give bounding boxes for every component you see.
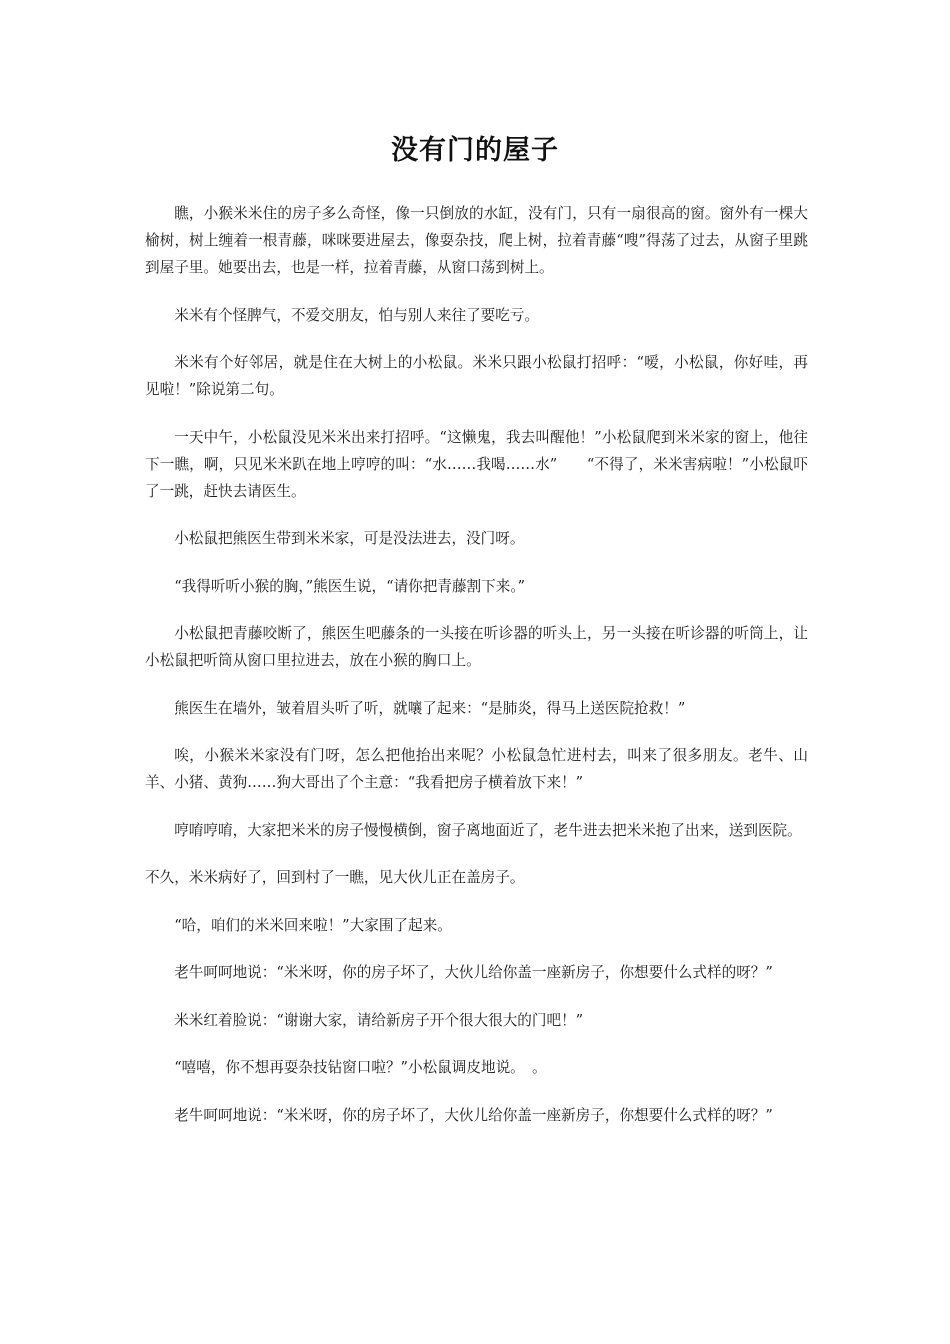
paragraph-14: 米米红着脸说：“谢谢大家，请给新房子开个很大很大的门吧！” [174,1011,584,1029]
paragraph-11: 不久，米米病好了，回到村了一瞧，见大伙儿正在盖房子。 [145,869,525,886]
paragraph-1: 瞧，小猴米米住的房子多么奇怪，像一只倒放的水缸，没有门，只有一扇很高的窗。窗外有一棵大榆树，树上缠着一根青藤，咪咪要进屋去，像耍杂技，爬上树，拉着青藤“嗖”得荡了过去，从窗子里跳到屋子里。她要出去，也是一样，拉着青藤，从窗口荡到树上。 [145,205,808,276]
paragraph-2: 米米有个怪脾气，不爱交朋友，怕与别人来往了要吃亏。 [174,306,540,324]
paragraph-9: 唉，小猴米米家没有门呀，怎么把他抬出来呢？小松鼠急忙进村去，叫来了很多朋友。老牛、山羊、小猪、黄狗……狗大哥出了个主意：“我看把房子横着放下来！” [145,747,808,791]
paragraph-10: 哼唷哼唷，大家把米米的房子慢慢横倒，窗子离地面近了，老牛进去把米米抱了出来，送到医院。 [174,821,802,839]
paragraph-5: 小松鼠把熊医生带到米米家，可是没法进去，没门呀。 [174,530,525,547]
paragraph-15: “嘻嘻，你不想再耍杂技钻窗口啦？”小松鼠调皮地说。 。 [174,1059,547,1076]
paragraph-4: 一天中午，小松鼠没见米米出来打招呼。“这懒鬼，我去叫醒他！”小松鼠爬到米米家的窗上，他往下一瞧，啊，只见米米趴在地上哼哼的叫：“水……我喝……水” “不得了，米米害病啦！”小松鼠吓了一跳，赶快去请医生。 [145,428,808,500]
paragraph-16: 老牛呵呵地说：“米米呀，你的房子坏了，大伙儿给你盖一座新房子，你想要什么式样的呀？” [174,1106,773,1124]
paragraph-6: “我得听听小猴的胸，”熊医生说，“请你把青藤割下来。” [174,577,526,595]
page-title: 没有门的屋子 [391,135,559,166]
paragraph-3: 米米有个好邻居，就是住在大树上的小松鼠。米米只跟小松鼠打招呼：“嗳，小松鼠，你好哇，再见啦！”除说第二句。 [145,354,808,398]
paragraph-7: 小松鼠把青藤咬断了，熊医生吧藤条的一头接在听诊器的听头上，另一头接在听诊器的听筒上，让小松鼠把听筒从窗口里拉进去，放在小猴的胸口上。 [145,625,808,669]
paragraph-13: 老牛呵呵地说：“米米呀，你的房子坏了，大伙儿给你盖一座新房子，你想要什么式样的呀？” [174,964,773,981]
paragraph-8: 熊医生在墙外，皱着眉头听了听，就嚷了起来：“是肺炎，得马上送医院抢救！” [174,699,686,717]
story-body [145,200,808,1149]
paragraph-12: “哈，咱们的米米回来啦！”大家围了起来。 [174,916,452,934]
